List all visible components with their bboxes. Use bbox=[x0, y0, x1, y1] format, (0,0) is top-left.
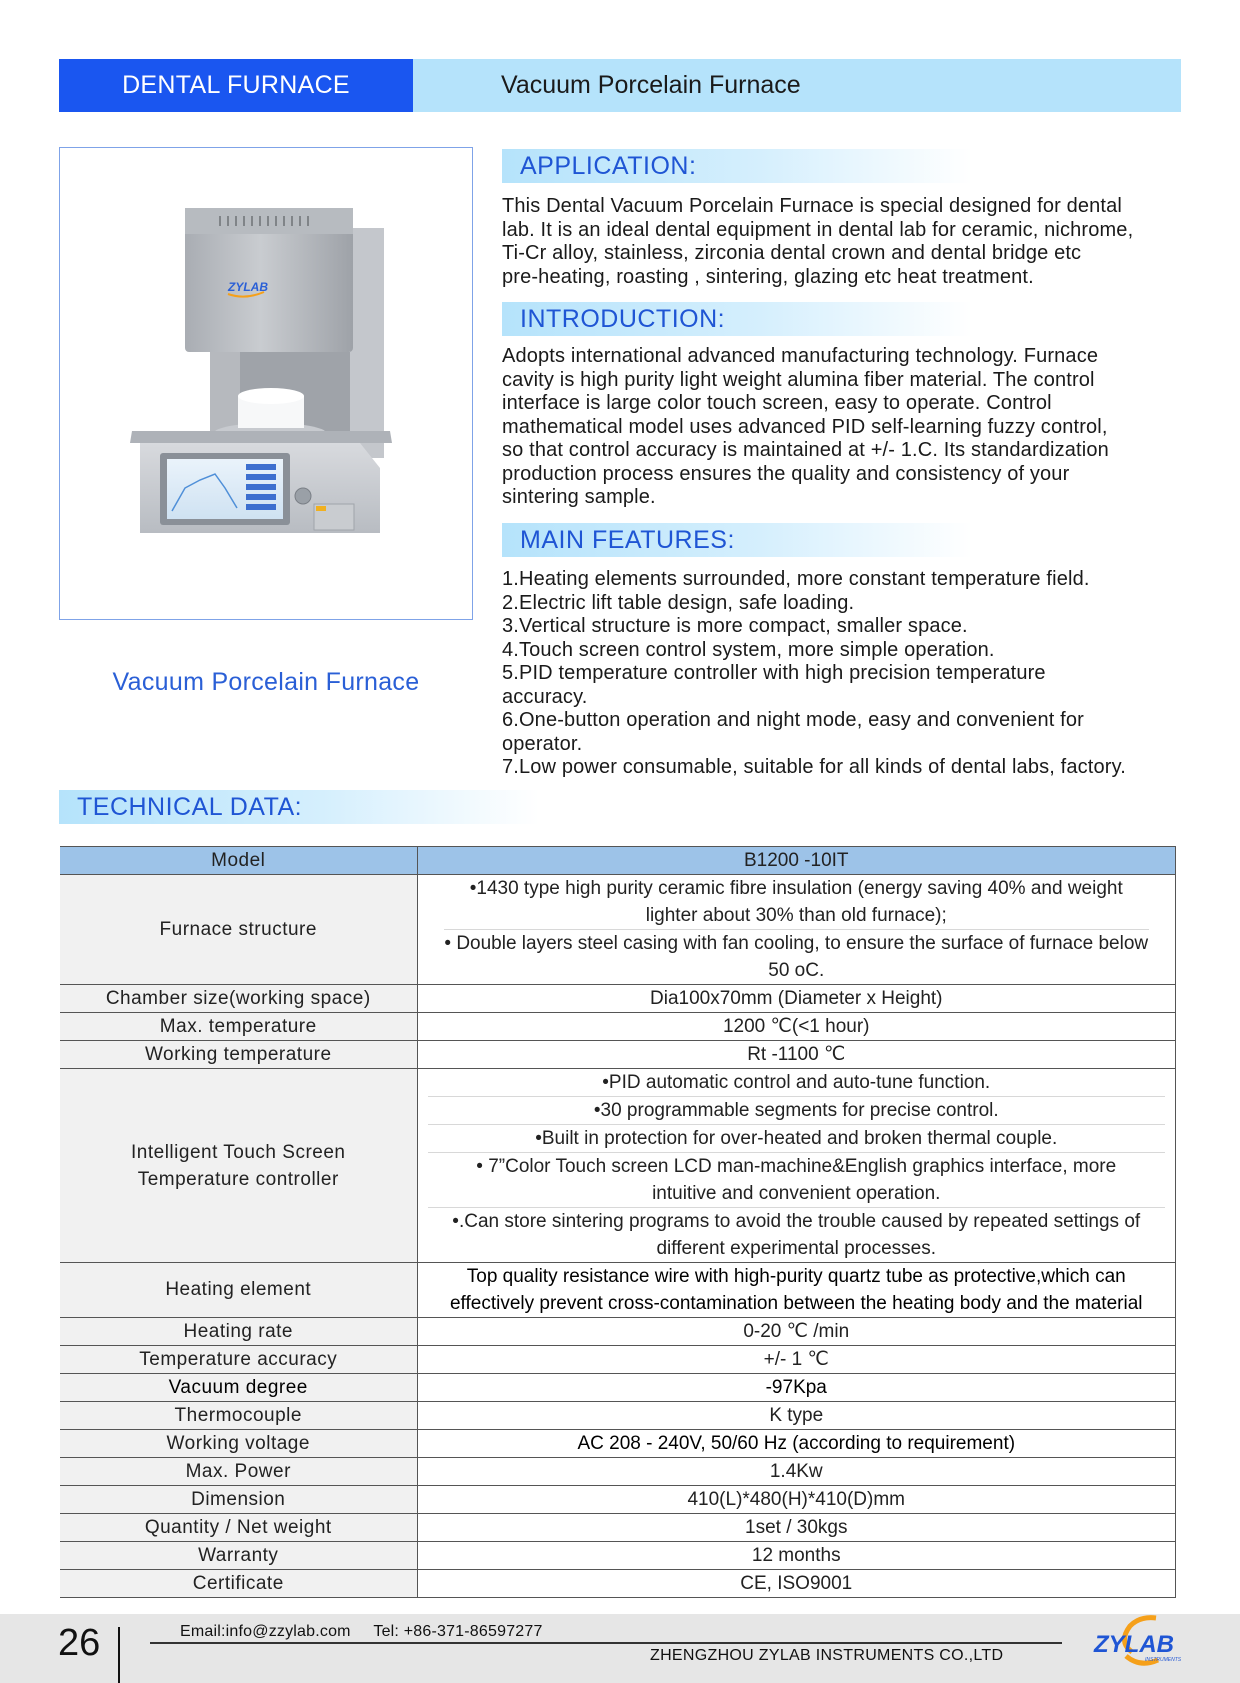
row-value: 12 months bbox=[417, 1542, 1176, 1570]
table-row-controller bbox=[60, 1069, 1176, 1263]
model-label: Model bbox=[60, 847, 417, 875]
row-value: 0-20 ℃ /min bbox=[417, 1318, 1176, 1346]
row-value: • 7”Color Touch screen LCD man-machine&English graphics interface, more intuitive and convenient operation. bbox=[428, 1152, 1166, 1207]
row-value: Dia100x70mm (Diameter x Height) bbox=[417, 985, 1176, 1013]
table-row-working-temp bbox=[60, 1041, 1176, 1069]
feature-item: 2.Electric lift table design, safe loading. bbox=[502, 591, 855, 614]
feature-item: operator. bbox=[502, 732, 583, 755]
table-row-chamber bbox=[60, 985, 1176, 1013]
row-value: 410(L)*480(H)*410(D)mm bbox=[417, 1486, 1176, 1514]
introduction-line: sintering sample. bbox=[502, 486, 656, 508]
furnace-product-image bbox=[60, 148, 474, 621]
technical-data-heading: TECHNICAL DATA: bbox=[59, 790, 539, 824]
table-row-max-temp bbox=[60, 1013, 1176, 1041]
application-line: This Dental Vacuum Porcelain Furnace is special designed for dental bbox=[502, 195, 1123, 217]
row-value: +/- 1 ℃ bbox=[417, 1346, 1176, 1374]
row-label: Temperature controller bbox=[137, 1168, 339, 1190]
feature-item: 1.Heating elements surrounded, more constant temperature field. bbox=[502, 568, 1090, 590]
application-heading: APPLICATION: bbox=[502, 149, 972, 183]
row-value: AC 208 - 240V, 50/60 Hz (according to requirement) bbox=[417, 1430, 1176, 1458]
row-value: K type bbox=[417, 1402, 1176, 1430]
row-label: Quantity / Net weight bbox=[60, 1514, 417, 1542]
row-label: Heating rate bbox=[60, 1318, 417, 1346]
row-label: Dimension bbox=[60, 1486, 417, 1514]
row-value: CE, ISO9001 bbox=[417, 1570, 1176, 1598]
table-row bbox=[60, 1430, 1176, 1458]
introduction-line: production process ensures the quality and consistency of your bbox=[502, 462, 1070, 485]
features-heading: MAIN FEATURES: bbox=[502, 523, 972, 557]
row-label: Certificate bbox=[60, 1570, 417, 1598]
feature-item: 4.Touch screen control system, more simple operation. bbox=[502, 638, 995, 661]
footer-divider bbox=[118, 1627, 120, 1683]
row-value: Top quality resistance wire with high-purity quartz tube as protective,which can effectively prevent cross-contamination between the heating body and the material bbox=[417, 1263, 1176, 1318]
introduction-heading: INTRODUCTION: bbox=[502, 302, 972, 336]
introduction-line: so that control accuracy is maintained at +/- 1.C. Its standardization bbox=[502, 439, 1109, 461]
footer-email: Email:info@zzylab.com bbox=[180, 1623, 351, 1640]
footer-contact bbox=[180, 1623, 543, 1641]
feature-item: 5.PID temperature controller with high precision temperature bbox=[502, 662, 1046, 684]
row-label: Working voltage bbox=[60, 1430, 417, 1458]
model-value: B1200 -10IT bbox=[417, 847, 1176, 875]
row-value: •1430 type high purity ceramic fibre insulation (energy saving 40% and weight lighter about 30% than old furnace); bbox=[469, 878, 1123, 926]
row-value: -97Kpa bbox=[417, 1374, 1176, 1402]
feature-item: 7.Low power consumable, suitable for all kinds of dental labs, factory. bbox=[502, 756, 1126, 778]
introduction-line: mathematical model uses advanced PID self-learning fuzzy control, bbox=[502, 415, 1108, 438]
table-row bbox=[60, 1514, 1176, 1542]
table-row bbox=[60, 1402, 1176, 1430]
row-label: Working temperature bbox=[60, 1041, 417, 1069]
row-value: 1200 ℃(<1 hour) bbox=[417, 1013, 1176, 1041]
row-label: Intelligent Touch Screen bbox=[131, 1141, 346, 1163]
row-value: •30 programmable segments for precise control. bbox=[428, 1096, 1166, 1124]
page-banner bbox=[59, 59, 1181, 112]
power-knob-icon bbox=[295, 488, 311, 504]
row-value: • Double layers steel casing with fan cooling, to ensure the surface of furnace below 50 oC. bbox=[444, 929, 1150, 984]
photo-caption: Vacuum Porcelain Furnace bbox=[112, 668, 420, 696]
row-label: Vacuum degree bbox=[60, 1374, 417, 1402]
row-label: Heating element bbox=[60, 1263, 417, 1318]
feature-item: 3.Vertical structure is more compact, smaller space. bbox=[502, 615, 968, 637]
row-label: Warranty bbox=[60, 1542, 417, 1570]
footer-tel: Tel: +86-371-86597277 bbox=[373, 1623, 543, 1640]
row-label: Max. Power bbox=[60, 1458, 417, 1486]
introduction-line: Adopts international advanced manufacturing technology. Furnace bbox=[502, 345, 1099, 367]
application-text bbox=[502, 195, 1212, 289]
row-label: Furnace structure bbox=[60, 875, 417, 985]
table-row bbox=[60, 1346, 1176, 1374]
logo-text: ZYLAB bbox=[1094, 1631, 1174, 1658]
features-list bbox=[502, 568, 1222, 780]
footer-rule bbox=[150, 1642, 1062, 1644]
table-header-row bbox=[60, 847, 1176, 875]
table-row bbox=[60, 1486, 1176, 1514]
page-number: 26 bbox=[58, 1622, 101, 1664]
introduction-text bbox=[502, 345, 1212, 510]
feature-item: 6.One-button operation and night mode, easy and convenient for bbox=[502, 709, 1084, 731]
table-row bbox=[60, 1458, 1176, 1486]
feature-item: accuracy. bbox=[502, 685, 588, 708]
introduction-line: cavity is high purity light weight alumina fiber material. The control bbox=[502, 368, 1095, 391]
product-photo-frame bbox=[59, 147, 473, 620]
row-value: 1set / 30kgs bbox=[417, 1514, 1176, 1542]
table-row bbox=[60, 1542, 1176, 1570]
table-row bbox=[60, 1374, 1176, 1402]
table-row-furnace-structure bbox=[60, 875, 1176, 985]
footer-company: ZHENGZHOU ZYLAB INSTRUMENTS CO.,LTD bbox=[650, 1647, 1004, 1664]
zylab-logo-icon bbox=[1088, 1612, 1198, 1672]
application-line: pre-heating, roasting , sintering, glazing etc heat treatment. bbox=[502, 265, 1034, 288]
row-value: Rt -1100 ℃ bbox=[417, 1041, 1176, 1069]
row-label: Chamber size(working space) bbox=[60, 985, 417, 1013]
row-value: 1.4Kw bbox=[417, 1458, 1176, 1486]
table-row bbox=[60, 1570, 1176, 1598]
row-label: Temperature accuracy bbox=[60, 1346, 417, 1374]
spec-table bbox=[60, 846, 1176, 1598]
product-title: Vacuum Porcelain Furnace bbox=[413, 59, 1181, 112]
row-label: Max. temperature bbox=[60, 1013, 417, 1041]
row-label: Thermocouple bbox=[60, 1402, 417, 1430]
application-line: Ti-Cr alloy, stainless, zirconia dental crown and dental bridge etc bbox=[502, 242, 1082, 264]
furnace-logo: ZYLAB bbox=[228, 280, 268, 294]
row-value: •PID automatic control and auto-tune function. bbox=[602, 1072, 991, 1093]
table-row bbox=[60, 1318, 1176, 1346]
row-value: •Built in protection for over-heated and broken thermal couple. bbox=[428, 1124, 1166, 1152]
introduction-line: interface is large color touch screen, easy to operate. Control bbox=[502, 392, 1052, 414]
row-value: •.Can store sintering programs to avoid the trouble caused by repeated settings of different experimental processes. bbox=[428, 1207, 1166, 1262]
application-line: lab. It is an ideal dental equipment in dental lab for ceramic, nichrome, bbox=[502, 218, 1134, 241]
category-label: DENTAL FURNACE bbox=[59, 59, 413, 112]
table-row-heating-element bbox=[60, 1263, 1176, 1318]
logo-subtext: INSTRUMENTS bbox=[1145, 1657, 1182, 1663]
